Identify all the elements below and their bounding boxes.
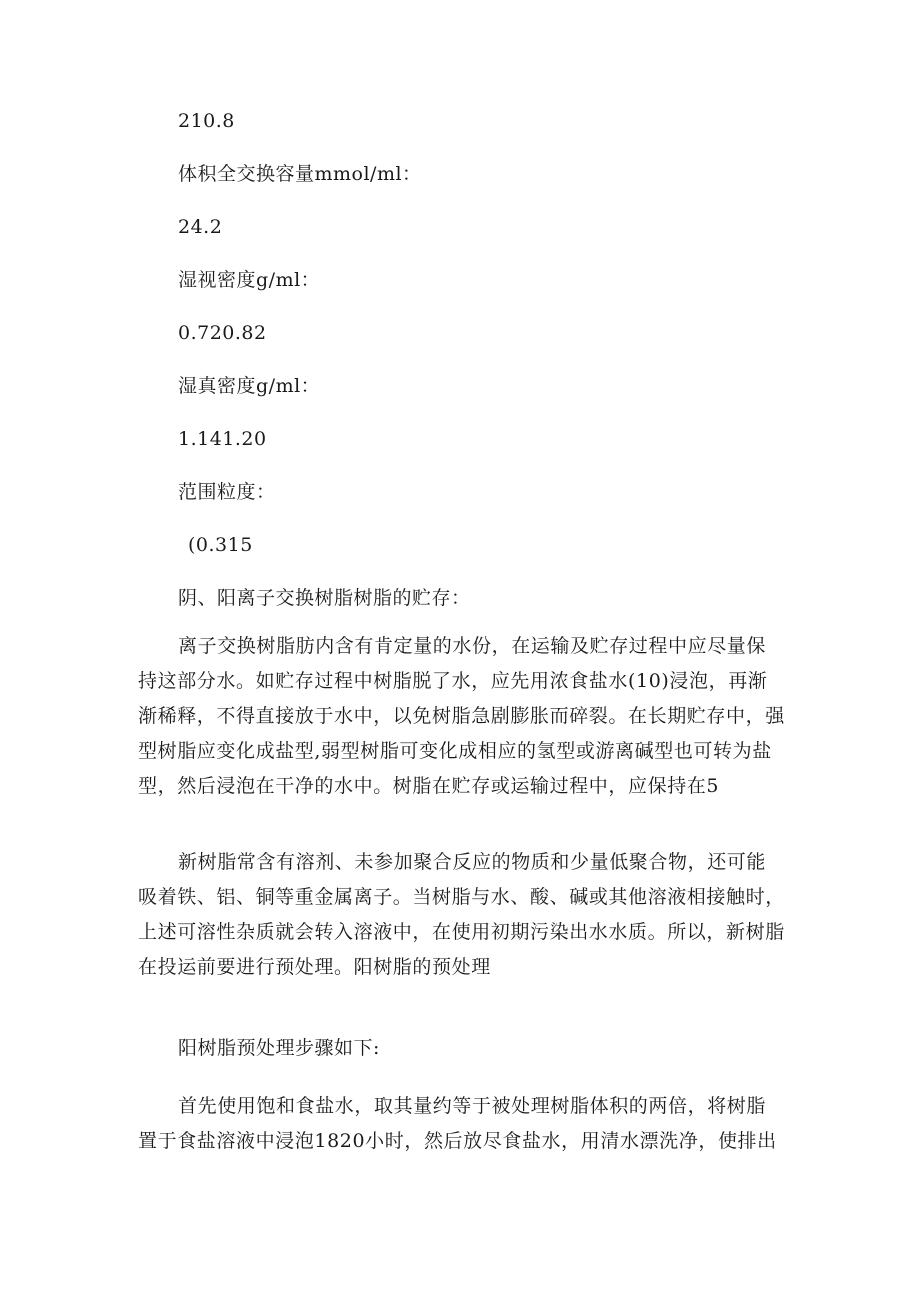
paragraph-line: 上述可溶性杂质就会转入溶液中，在使用初期污染出水水质。所以，新树脂 [138, 921, 785, 943]
wet-apparent-density-label: 湿视密度g/ml： [178, 269, 321, 291]
volume-exchange-capacity-value: 24.2 [178, 216, 223, 238]
wet-true-density-value: 1.141.20 [178, 428, 267, 450]
storage-paragraph [138, 629, 798, 804]
paragraph-line: 新树脂常含有溶剂、未参加聚合反应的物质和少量低聚合物，还可能 [178, 851, 767, 873]
value-line: 210.8 [178, 110, 235, 132]
steps-paragraph [138, 1089, 798, 1159]
wet-apparent-density-value: 0.720.82 [178, 322, 267, 344]
volume-exchange-capacity-label: 体积全交换容量mmol/ml： [178, 163, 422, 185]
paragraph-line: 首先使用饱和食盐水，取其量约等于被处理树脂体积的两倍，将树脂 [178, 1095, 767, 1117]
storage-heading: 阴、阳离子交换树脂树脂的贮存： [178, 587, 471, 609]
paragraph-line: 持这部分水。如贮存过程中树脂脱了水，应先用浓食盐水(10)浸泡，再渐 [138, 670, 768, 692]
paragraph-line: 渐稀释，不得直接放于水中，以免树脂急剧膨胀而碎裂。在长期贮存中，强 [138, 705, 785, 727]
paragraph-line: 置于食盐溶液中浸泡1820小时，然后放尽食盐水，用清水漂洗净，使排出 [138, 1130, 777, 1152]
particle-size-range-label: 范围粒度： [178, 481, 276, 503]
paragraph-line: 吸着铁、铝、铜等重金属离子。当树脂与水、酸、碱或其他溶液相接触时， [138, 886, 785, 908]
pretreatment-paragraph [138, 845, 798, 985]
wet-true-density-label: 湿真密度g/ml： [178, 375, 321, 397]
cation-pretreatment-heading: 阳树脂预处理步骤如下: [178, 1037, 380, 1059]
paragraph-line: 离子交换树脂肪内含有肯定量的水份，在运输及贮存过程中应尽量保 [178, 635, 767, 657]
paragraph-line: 在投运前要进行预处理。阳树脂的预处理 [138, 956, 491, 978]
paragraph-line: 型，然后浸泡在干净的水中。树脂在贮存或运输过程中，应保持在5 [138, 775, 720, 797]
particle-size-range-value: (0.315 [188, 534, 253, 556]
paragraph-line: 型树脂应变化成盐型,弱型树脂可变化成相应的氢型或游离碱型也可转为盐 [138, 740, 772, 762]
